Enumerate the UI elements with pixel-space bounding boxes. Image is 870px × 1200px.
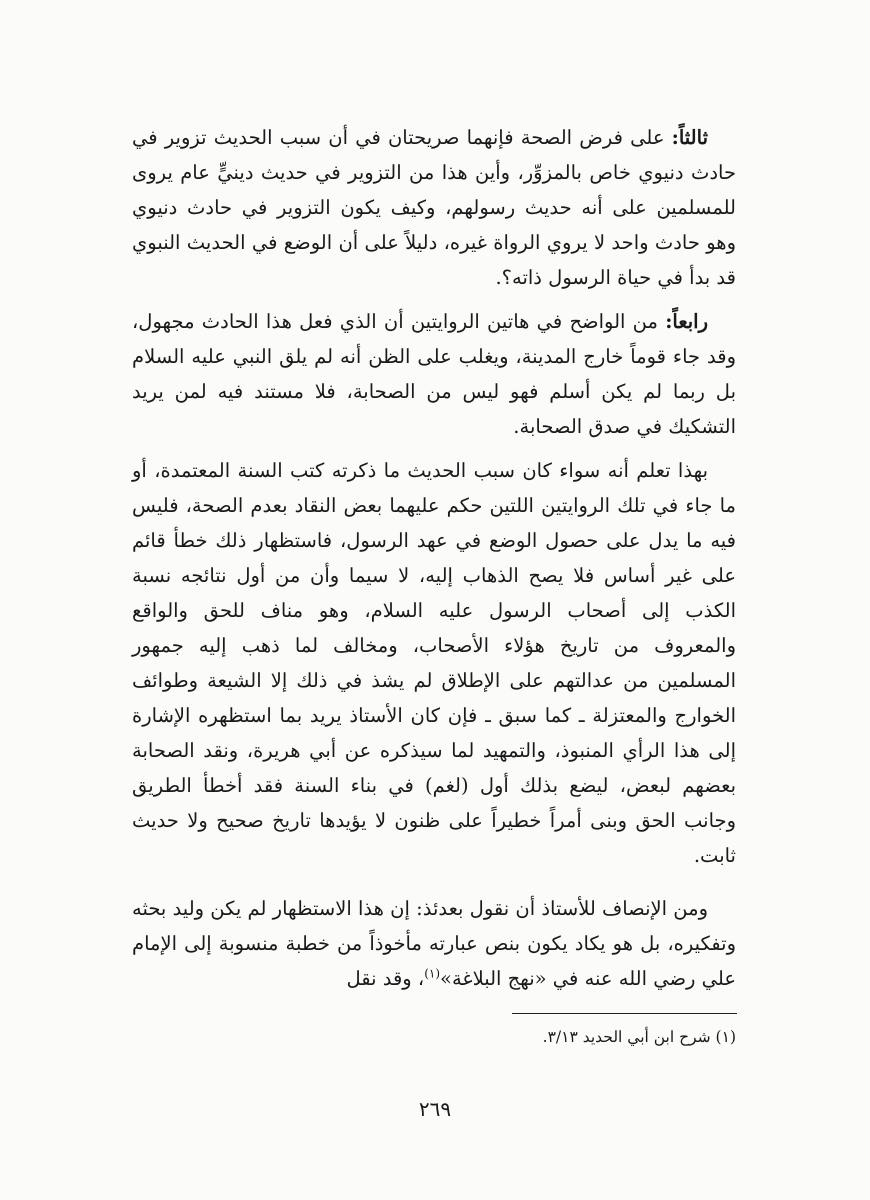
paragraph-fourth-point: [132, 304, 736, 444]
paragraph-lead: ثالثاً:: [671, 126, 708, 149]
paragraph-third-point: [132, 120, 736, 295]
paragraph-fairness: [132, 891, 736, 996]
paragraph-text: [132, 891, 736, 996]
paragraph-conclusion: [132, 453, 736, 873]
footnote: (١) شرح ابن أبي الحديد ٣/١٣.: [542, 1028, 736, 1046]
paragraph-text: [132, 120, 736, 295]
page-number: ٢٦٩: [418, 1097, 452, 1121]
paragraph-body: بهذا تعلم أنه سواء كان سبب الحديث ما ذكرته كتب السنة المعتمدة، أو ما جاء في تلك الروايتين اللتين حكم عليهما بعض النقاد بعدم الصحة، فليس فيه ما يدل على حصول الوضع في عهد الرسول، فاستظهار ذلك خطأ قائم على غير أساس فلا يصح الذهاب إليه، لا سيما وأن من أول نتائجه نسبة الكذب إلى أصحاب الرسول عليه السلام، وهو مناف للحق والواقع والمعروف من تاريخ هؤلاء الأصحاب، ومخالف لما ذهب إليه جمهور المسلمين من عدالتهم على الإطلاق لم يشذ في ذلك إلا الشيعة وطوائف الخوارج والمعتزلة ـ كما سبق ـ فإن كان الأستاذ يريد بما استظهره الإشارة إلى هذا الرأي المنبوذ، والتمهيد لما سيذكره عن أبي هريرة، ونقد الصحابة بعضهم لبعض، ليضع بذلك أول (لغم) في بناء السنة فقد أخطأ الطريق وجانب الحق وبنى أمراً خطيراً على ظنون لا يؤيدها تاريخ صحيح ولا حديث ثابت.: [132, 459, 736, 867]
paragraph-body: من الواضح في هاتين الروايتين أن الذي فعل هذا الحادث مجهول، وقد جاء قوماً خارج المدينة، ويغلب على الظن أنه لم يلق النبي عليه السلام بل ربما لم يكن أسلم فهو ليس من الصحابة، فلا مستند فيه لمن يريد التشكيك في صدق الصحابة.: [132, 310, 736, 438]
footnote-divider: [512, 1013, 737, 1014]
footnote-reference[interactable]: (١): [424, 966, 441, 981]
paragraph-text: [132, 453, 736, 873]
paragraph-lead: رابعاً:: [665, 310, 708, 333]
paragraph-body: على فرض الصحة فإنهما صريحتان في أن سبب الحديث تزوير في حادث دنيوي خاص بالمزوِّر، وأين هذا من التزوير في حديث دينيٍّ عام يروى للمسلمين على أنه حديث رسولهم، وكيف يكون التزوير في حادث دنيوي وهو حادث واحد لا يروي الرواة غيره، دليلاً على أن الوضع في الحديث النبوي قد بدأ في حياة الرسول ذاته؟.: [132, 126, 736, 289]
paragraph-body-continued: ، وقد نقل: [346, 967, 425, 990]
paragraph-body: ومن الإنصاف للأستاذ أن نقول بعدئذ: إن هذا الاستظهار لم يكن وليد بحثه وتفكيره، بل هو يكاد يكون بنص عبارته مأخوذاً من خطبة منسوبة إلى الإمام علي رضي الله عنه في «نهج البلاغة»: [132, 897, 736, 990]
paragraph-text: [132, 304, 736, 444]
